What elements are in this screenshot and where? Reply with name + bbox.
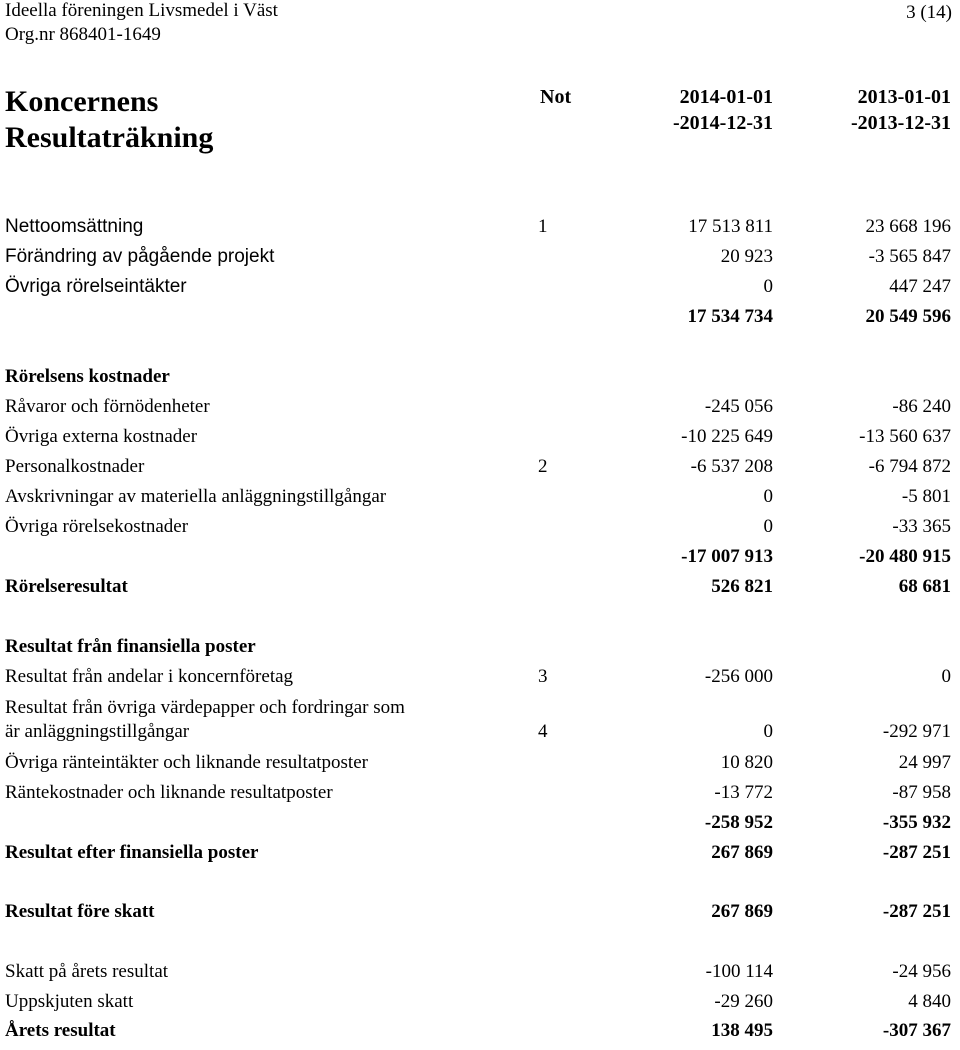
value-2014: -13 772 bbox=[714, 782, 773, 803]
value-2013: -5 801 bbox=[901, 486, 951, 507]
row-note: 1 bbox=[538, 216, 548, 237]
table-row bbox=[0, 721, 960, 751]
row-label: Resultat före skatt bbox=[5, 901, 155, 922]
subtotal-2013: -355 932 bbox=[882, 812, 951, 833]
column-header-not: Not bbox=[540, 86, 572, 108]
row-label: Avskrivningar av materiella anläggningstillgångar bbox=[5, 486, 387, 507]
value-2014: 0 bbox=[763, 276, 773, 297]
value-2013: -287 251 bbox=[882, 842, 951, 863]
table-row bbox=[0, 216, 960, 246]
value-2014: 267 869 bbox=[711, 901, 773, 922]
row-label: Övriga rörelsekostnader bbox=[5, 516, 189, 537]
row-label: Personalkostnader bbox=[5, 456, 145, 477]
value-2013: 447 247 bbox=[889, 276, 951, 297]
section-heading bbox=[0, 636, 960, 666]
value-2014: 0 bbox=[763, 486, 773, 507]
value-2013: 23 668 196 bbox=[865, 216, 951, 237]
row-label: Rörelseresultat bbox=[5, 576, 128, 597]
row-label: Resultat från övriga värdepapper och fordringar som bbox=[5, 697, 405, 718]
page-title-line-2: Resultaträkning bbox=[5, 121, 214, 154]
column-header-2013-start: 2013-01-01 bbox=[857, 86, 951, 108]
result-row bbox=[0, 576, 960, 606]
table-row bbox=[0, 782, 960, 812]
org-name: Ideella föreningen Livsmedel i Väst bbox=[5, 0, 278, 21]
org-number: Org.nr 868401-1649 bbox=[5, 24, 161, 45]
table-row bbox=[0, 276, 960, 306]
table-row bbox=[0, 486, 960, 516]
value-2014: -100 114 bbox=[705, 961, 773, 982]
value-2013: -86 240 bbox=[892, 396, 951, 417]
value-2013: 4 840 bbox=[908, 991, 951, 1012]
value-2013: -292 971 bbox=[882, 721, 951, 742]
table-row bbox=[0, 961, 960, 991]
row-label: Årets resultat bbox=[5, 1020, 116, 1041]
value-2014: 138 495 bbox=[711, 1020, 773, 1041]
value-2014: 0 bbox=[763, 721, 773, 742]
section-heading-label: Resultat från finansiella poster bbox=[5, 636, 256, 657]
value-2014: 267 869 bbox=[711, 842, 773, 863]
subtotal-2014: 17 534 734 bbox=[687, 306, 773, 327]
value-2013: 0 bbox=[941, 666, 951, 687]
table-row bbox=[0, 426, 960, 456]
value-2014: -10 225 649 bbox=[681, 426, 773, 447]
value-2013: -33 365 bbox=[892, 516, 951, 537]
value-2013: -6 794 872 bbox=[868, 456, 951, 477]
column-header-2014-end: -2014-12-31 bbox=[673, 112, 773, 134]
table-row bbox=[0, 991, 960, 1021]
subtotal-row bbox=[0, 812, 960, 842]
section-heading-label: Rörelsens kostnader bbox=[5, 366, 170, 387]
table-row bbox=[0, 396, 960, 426]
row-label: Råvaror och förnödenheter bbox=[5, 396, 210, 417]
subtotal-2013: 20 549 596 bbox=[865, 306, 951, 327]
value-2014: 17 513 811 bbox=[688, 216, 773, 237]
column-header-2013-end: -2013-12-31 bbox=[851, 112, 951, 134]
table-row bbox=[0, 246, 960, 276]
row-label: Räntekostnader och liknande resultatposter bbox=[5, 782, 333, 803]
table-row bbox=[0, 752, 960, 782]
subtotal-2013: -20 480 915 bbox=[859, 546, 951, 567]
value-2013: 24 997 bbox=[898, 752, 951, 773]
value-2013: -13 560 637 bbox=[859, 426, 951, 447]
section-heading bbox=[0, 366, 960, 396]
row-label: Resultat efter finansiella poster bbox=[5, 842, 259, 863]
column-header-2014-start: 2014-01-01 bbox=[679, 86, 773, 108]
value-2013: 68 681 bbox=[898, 576, 951, 597]
row-note: 2 bbox=[538, 456, 548, 477]
value-2014: -245 056 bbox=[704, 396, 773, 417]
row-note: 3 bbox=[538, 666, 548, 687]
subtotal-row bbox=[0, 306, 960, 336]
subtotal-2014: -258 952 bbox=[704, 812, 773, 833]
value-2014: 0 bbox=[763, 516, 773, 537]
page-number: 3 (14) bbox=[906, 2, 952, 23]
value-2013: -3 565 847 bbox=[868, 246, 951, 267]
value-2014: 20 923 bbox=[720, 246, 773, 267]
result-row bbox=[0, 1020, 960, 1050]
value-2014: -29 260 bbox=[714, 991, 773, 1012]
row-label: Förändring av pågående projekt bbox=[5, 246, 275, 267]
row-label: Nettoomsättning bbox=[5, 216, 144, 237]
table-row bbox=[0, 666, 960, 696]
value-2013: -287 251 bbox=[882, 901, 951, 922]
subtotal-2014: -17 007 913 bbox=[681, 546, 773, 567]
result-row bbox=[0, 901, 960, 931]
subtotal-row bbox=[0, 546, 960, 576]
value-2014: 526 821 bbox=[711, 576, 773, 597]
row-label: Uppskjuten skatt bbox=[5, 991, 134, 1012]
value-2013: -87 958 bbox=[892, 782, 951, 803]
table-row bbox=[0, 456, 960, 486]
value-2013: -307 367 bbox=[882, 1020, 951, 1041]
row-label: Övriga ränteintäkter och liknande resultatposter bbox=[5, 752, 368, 773]
row-label: Skatt på årets resultat bbox=[5, 961, 169, 982]
row-label: Övriga externa kostnader bbox=[5, 426, 198, 447]
value-2014: -256 000 bbox=[704, 666, 773, 687]
row-note: 4 bbox=[538, 721, 548, 742]
page-title-line-1: Koncernens bbox=[5, 85, 159, 118]
row-label: Övriga rörelseintäkter bbox=[5, 276, 187, 297]
value-2013: -24 956 bbox=[892, 961, 951, 982]
row-label: Resultat från andelar i koncernföretag bbox=[5, 666, 294, 687]
value-2014: -6 537 208 bbox=[690, 456, 773, 477]
value-2014: 10 820 bbox=[720, 752, 773, 773]
result-row bbox=[0, 842, 960, 872]
table-row bbox=[0, 516, 960, 546]
row-label: är anläggningstillgångar bbox=[5, 721, 190, 742]
